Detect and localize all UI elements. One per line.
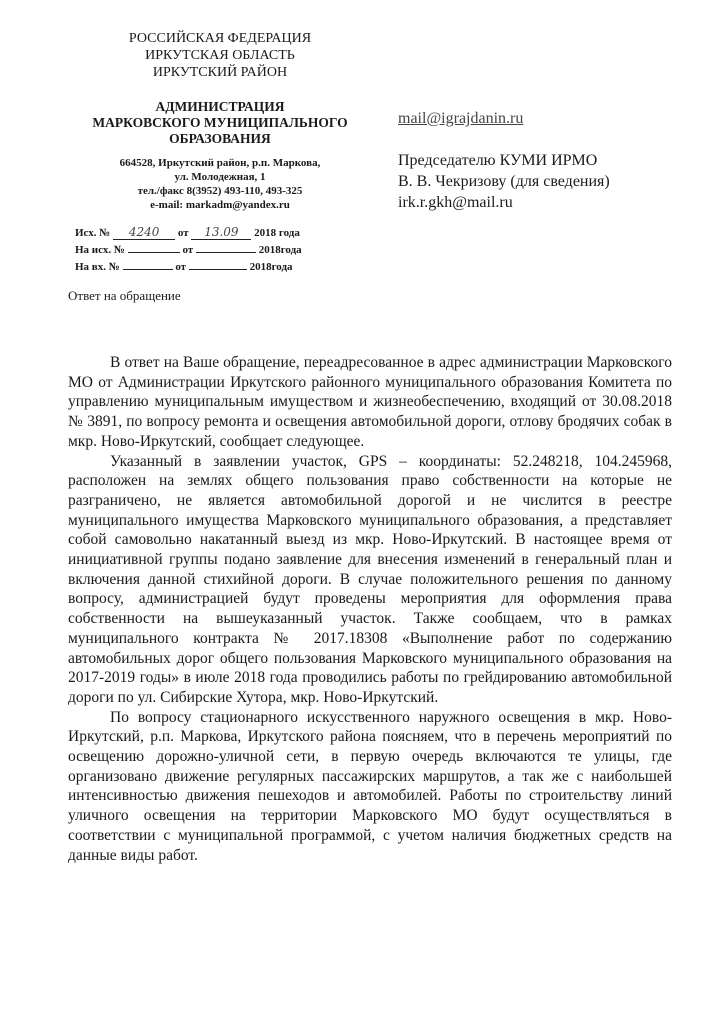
incoming-year: 2018года [249,261,293,273]
handwritten-email-text: mail@igrajdanin.ru [398,110,524,127]
body-paragraph-3: По вопросу стационарного искусственного наружного освещения в мкр. Ново-Иркутский, р.п. Маркова, Иркутского района поясняем, что в перечень мероприятий по освещению дорожно-уличной сети, в первую очередь включаются те улицы, где организовано движение регулярных пассажирских маршрутов, а так же с наибольшей интенсивностью движения пешеходов и автомобилей. Работы по строительству линий уличного освещения на территории Марковского МО будут осуществляться в соответствии с муниципальной программой, с учетом наличия бюджетных средств на данные виды работ. [68,708,672,864]
outgoing-label: Исх. № [75,227,111,239]
country-name: РОССИЙСКАЯ ФЕДЕРАЦИЯ [128,31,312,46]
body-paragraph-1: В ответ на Ваше обращение, переадресованное в адрес администрации Марковского МО от Администрации Иркутского районного муниципального образования Комитета по управлению муниципальным имуществом и жизнеобеспечению, входящий от 30.08.2018 № 3891, по вопросу ремонта и освещения автомобильной дороги, отлову бродячих собак в мкр. Ново-Иркутский, сообщает следующее. [68,354,672,450]
recipient-line-2: В. В. Чекризову (для сведения) [398,173,610,190]
in-reply-date-blank [196,240,256,253]
letter-body [68,353,672,865]
reference-block [75,226,335,274]
outgoing-from-label: от [177,227,189,239]
in-reply-ref-row [75,240,335,257]
in-reply-from-label: от [182,244,194,256]
contact-block [90,156,350,212]
phone-line: тел./факс 8(3952) 493-110, 493-325 [137,185,303,197]
district-name: ИРКУТСКИЙ РАЙОН [152,65,288,80]
incoming-label: На вх. № [75,261,120,273]
recipient-block [398,150,698,213]
address-line-2: ул. Молодежная, 1 [174,171,266,183]
address-line-1: 664528, Иркутский район, р.п. Маркова, [119,157,321,169]
incoming-from-label: от [175,261,187,273]
admin-line-1: АДМИНИСТРАЦИЯ [155,99,285,114]
incoming-date-blank [189,257,247,270]
in-reply-number-blank [128,240,180,253]
incoming-ref-row [75,257,335,274]
outgoing-ref-row [75,226,335,240]
admin-line-3: ОБРАЗОВАНИЯ [169,131,271,146]
admin-line-2: МАРКОВСКОГО МУНИЦИПАЛЬНОГО [92,115,348,130]
letterhead-government [85,30,355,81]
in-reply-year: 2018года [258,244,302,256]
recipient-line-1: Председателю КУМИ ИРМО [398,152,598,169]
email-line: e-mail: markadm@yandex.ru [150,199,290,211]
subject-line: Ответ на обращение [68,288,181,303]
body-paragraph-2: Указанный в заявлении участок, GPS – координаты: 52.248218, 104.245968, расположен на землях общего пользования право собственности на которые не разграничено, не является автомобильной дорогой и не числится в реестре муниципального имущества Марковского муниципального образования, а представляет собой самовольно накатанный выезд из мкр. Ново-Иркутский. В настоящее время от инициативной группы подано заявление для внесения изменений в генеральный план и включения данной стихийной дороги. В случае положительного решения по данному вопросу, администрацией будут проведены мероприятия для оформления права собственности на вышеуказанный участок. Также сообщаем, что в рамках муниципального контракта № 2017.18308 «Выполнение работ по содержанию автомобильных дорог общего пользования Марковского муниципального образования на 2017-2019 годы» в июле 2018 года проводились работы по грейдированию автомобильной дороги по ул. Сибирские Хутора, мкр. Ново-Иркутский. [68,452,672,706]
region-name: ИРКУТСКАЯ ОБЛАСТЬ [145,48,295,63]
outgoing-year: 2018 года [254,227,300,239]
administration-name [80,99,360,147]
handwritten-email [398,110,523,128]
outgoing-number: 4240 [113,227,175,240]
recipient-email: irk.r.gkh@mail.ru [398,194,513,211]
outgoing-date: 13.09 [191,227,251,240]
incoming-number-blank [123,257,173,270]
in-reply-label: На исх. № [75,244,125,256]
